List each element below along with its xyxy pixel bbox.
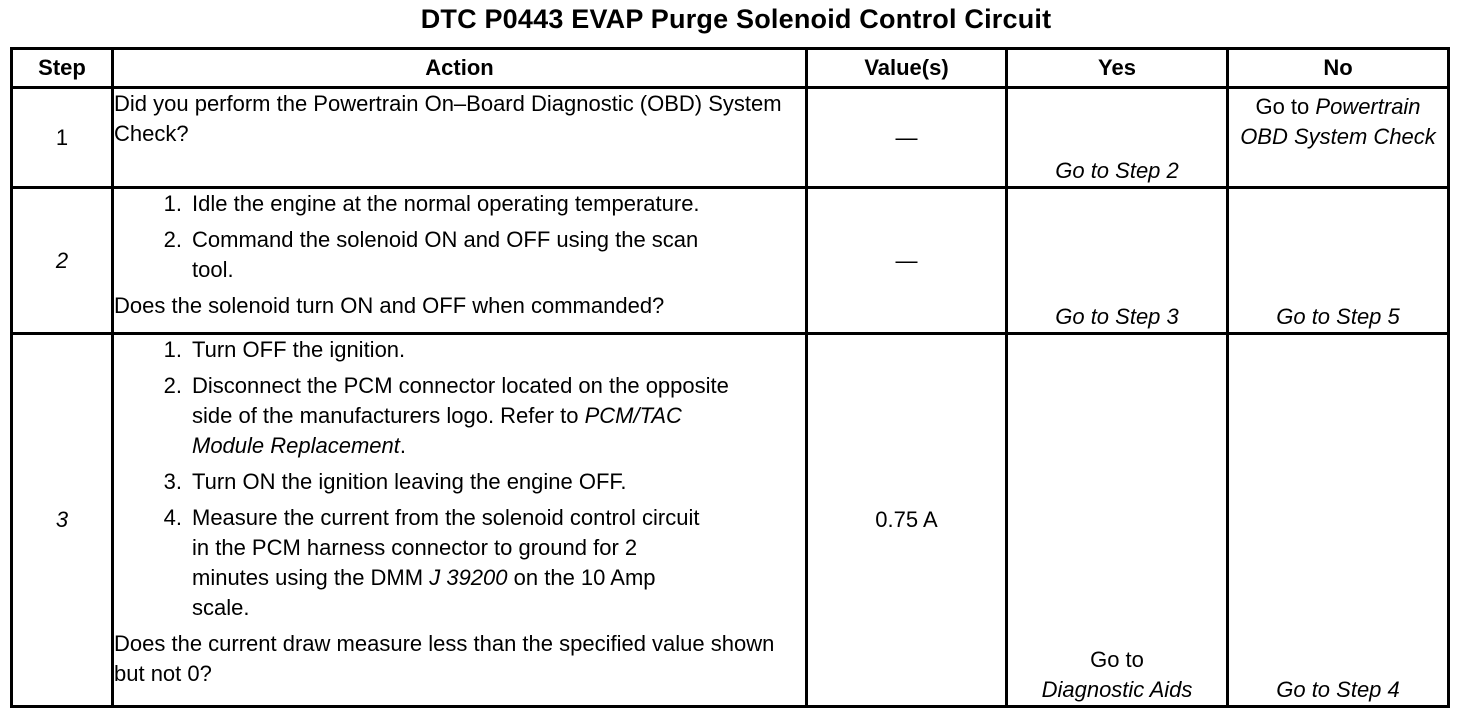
action-step-number: 2. (163, 373, 182, 398)
value-cell: 0.75 A (807, 334, 1007, 707)
action-step-text: Measure the current from the solenoid control circuit in the PCM harness connector to ground for 2 minutes using the DMM (192, 505, 700, 590)
action-cell (113, 334, 807, 707)
action-step-number: 4. (163, 505, 182, 530)
action-question: Did you perform the Powertrain On–Board Diagnostic (OBD) System Check? (114, 91, 782, 146)
no-link[interactable]: Go to Step 4 (1276, 677, 1400, 702)
header-no: No (1228, 49, 1449, 88)
reference-link[interactable]: PCM/TAC Module Replacement (192, 403, 682, 458)
header-yes: Yes (1007, 49, 1228, 88)
action-step-text: Command the solenoid ON and OFF using the scan tool. (192, 227, 699, 282)
header-values: Value(s) (807, 49, 1007, 88)
action-step (114, 467, 805, 497)
yes-link[interactable]: Go to Step 3 (1055, 304, 1179, 329)
value-cell: — (807, 88, 1007, 188)
table-row (12, 188, 1449, 334)
header-row (12, 49, 1449, 88)
action-step-number: 1. (163, 337, 182, 362)
action-step-number: 3. (163, 469, 182, 494)
action-step (114, 371, 805, 461)
action-step-body (192, 371, 805, 461)
action-question: Does the solenoid turn ON and OFF when commanded? (114, 293, 665, 318)
no-link[interactable]: Powertrain OBD System Check (1240, 94, 1436, 149)
step-number: 2 (12, 188, 113, 334)
action-steps (114, 335, 805, 623)
table-row (12, 88, 1449, 188)
action-step-text: on the 10 Amp scale. (192, 565, 656, 620)
value-cell: — (807, 188, 1007, 334)
no-cell (1228, 334, 1449, 707)
action-step (114, 335, 805, 365)
no-cell (1228, 88, 1449, 188)
action-step-number: 1. (163, 191, 182, 216)
action-step-number: 2. (163, 227, 182, 252)
table-row (12, 334, 1449, 707)
header-step: Step (12, 49, 113, 88)
action-step-text: Idle the engine at the normal operating temperature. (192, 191, 700, 216)
action-step-text: Turn OFF the ignition. (192, 337, 406, 362)
action-question: Does the current draw measure less than the specified value shown but not 0? (114, 631, 775, 686)
action-steps (114, 189, 805, 285)
yes-link[interactable]: Go to Step 2 (1055, 158, 1179, 183)
action-step (114, 189, 805, 219)
action-step (114, 225, 805, 285)
yes-cell (1007, 88, 1228, 188)
step-number: 1 (12, 88, 113, 188)
step-number: 3 (12, 334, 113, 707)
action-step-text: Turn ON the ignition leaving the engine OFF. (192, 469, 627, 494)
action-step (114, 503, 805, 623)
action-cell (113, 188, 807, 334)
yes-prefix: Go to (1090, 647, 1144, 672)
action-step-body (192, 503, 805, 623)
reference-suffix: . (399, 433, 407, 458)
diagnostic-table (10, 47, 1450, 708)
no-link[interactable]: Go to Step 5 (1276, 304, 1400, 329)
no-prefix: Go to (1255, 94, 1310, 119)
action-step-text: Disconnect the PCM connector located on the opposite side of the manufacturers logo. Refer to (192, 373, 729, 428)
action-cell (113, 88, 807, 188)
header-action: Action (113, 49, 807, 88)
tool-reference: J 39200 (429, 565, 508, 590)
yes-cell (1007, 334, 1228, 707)
yes-link[interactable]: Diagnostic Aids (1041, 677, 1193, 702)
yes-cell (1007, 188, 1228, 334)
page-title: DTC P0443 EVAP Purge Solenoid Control Circuit (420, 4, 1052, 34)
no-cell (1228, 188, 1449, 334)
